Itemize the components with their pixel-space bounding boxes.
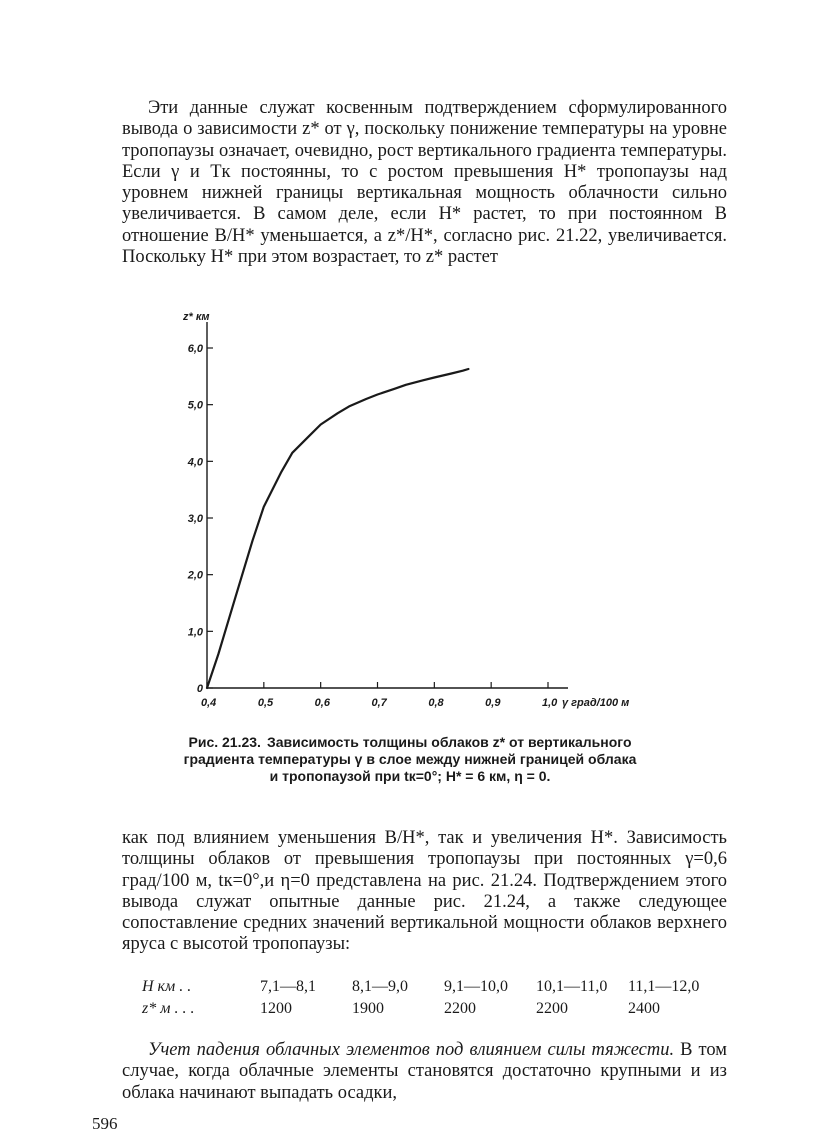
table-cell: 2200	[536, 1000, 568, 1017]
table-cell: 1200	[260, 1000, 292, 1017]
x-tick-label: 0,4	[201, 697, 217, 709]
x-tick-label: 0,7	[371, 697, 387, 709]
paragraph-3-text: В том случае, когда облачные элементы становятся достаточно крупными и из облака начинают выпадать осадки,	[122, 1040, 727, 1103]
y-tick-label: 1,0	[187, 626, 203, 639]
x-axis-label: γ град/100 м	[562, 697, 630, 709]
height-thickness-table	[142, 978, 720, 1022]
table-row	[142, 1000, 720, 1022]
y-tick-label: 5,0	[187, 399, 203, 412]
table-cell: 2400	[628, 1000, 660, 1017]
caption-label: Рис. 21.23.	[188, 734, 261, 750]
table-cell: 2200	[444, 1000, 476, 1017]
row-label: z* м . . .	[142, 1000, 195, 1017]
x-tick-label: 0,6	[314, 697, 330, 709]
table-cell: 10,1—11,0	[536, 978, 608, 995]
chart-ticks	[187, 343, 558, 709]
table-cell: 7,1—8,1	[260, 978, 316, 995]
x-tick-label: 0,8	[428, 697, 444, 709]
caption-text: Зависимость толщины облаков z* от вертикального градиента температуры γ в слое между нижней границей облака и тропопаузой при tк=0°; H* = 6 км, η = 0.	[183, 734, 637, 784]
figure-caption	[180, 734, 640, 785]
y-tick-label: 0	[196, 683, 203, 695]
y-tick-label: 4,0	[187, 456, 203, 469]
body-paragraph-2: как под влиянием уменьшения B/H*, так и увеличения H*. Зависимость толщины облаков от превышения тропопаузы при постоянных γ=0,6 град/100 м, tк=0°,и η=0 представлена на рис. 21.24. Подтверждением этого вывода служат опытные данные рис. 21.24, а также следующее сопоставление средних значений вертикальной мощности облаков верхнего яруса с высотой тропопаузы:	[122, 828, 727, 955]
body-paragraph-1: Эти данные служат косвенным подтверждением сформулированного вывода о зависимости z* от γ, поскольку понижение температуры на уровне тропопаузы означает, очевидно, рост вертикального градиента температуры. Если γ и Tк постоянны, то с ростом превышения H* тропопаузы над уровнем нижней границы вертикальная мощность облачности сильно увеличивается. В самом деле, если H* растет, то при постоянном B отношение B/H* уменьшается, а z*/H*, согласно рис. 21.22, увеличивается. Поскольку H* при этом возрастает, то z* растет	[122, 98, 727, 268]
y-tick-label: 3,0	[187, 513, 203, 525]
y-axis-label: z* км	[183, 311, 210, 323]
y-tick-label: 6,0	[187, 343, 203, 355]
data-curve	[207, 369, 468, 688]
page-number: 596	[92, 1114, 118, 1133]
chart-series	[207, 369, 468, 688]
x-tick-label: 0,9	[485, 697, 501, 709]
table-cell: 1900	[352, 1000, 384, 1017]
table-cell: 11,1—12,0	[628, 978, 700, 995]
section-lead: Учет падения облачных элементов под влиянием силы тяжести.	[148, 1040, 675, 1060]
x-tick-label: 1,0	[542, 697, 558, 709]
table-cell: 9,1—10,0	[444, 978, 508, 995]
table-row	[142, 978, 720, 1000]
chart-axes	[207, 322, 568, 688]
row-label: H км . .	[142, 978, 192, 995]
x-tick-label: 0,5	[257, 697, 274, 709]
table-cell: 8,1—9,0	[352, 978, 408, 995]
body-paragraph-3	[122, 1040, 727, 1104]
y-tick-label: 2,0	[187, 569, 203, 582]
